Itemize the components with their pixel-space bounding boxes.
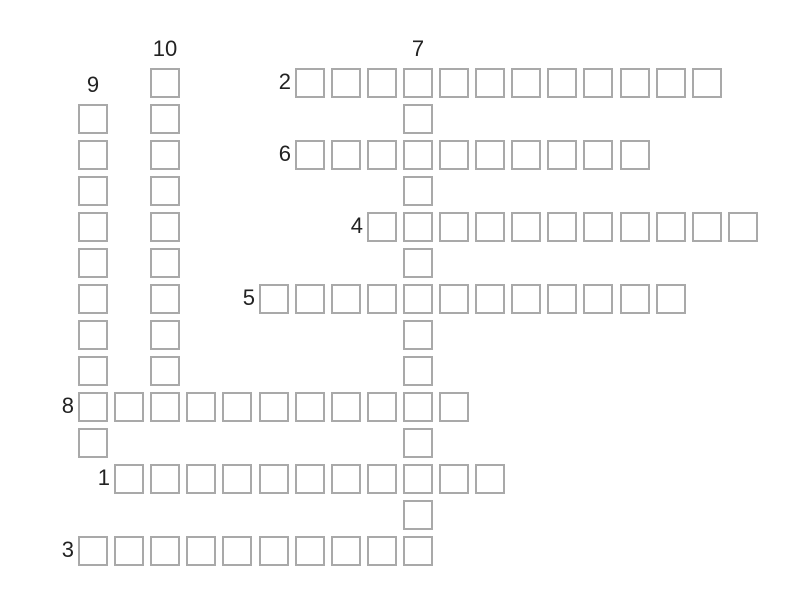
- crossword-cell[interactable]: [367, 392, 397, 422]
- crossword-cell[interactable]: [295, 392, 325, 422]
- clue-number-4: 4: [350, 213, 363, 238]
- crossword-cell[interactable]: [331, 140, 361, 170]
- crossword-cell[interactable]: [78, 104, 108, 134]
- crossword-cell[interactable]: [78, 320, 108, 350]
- crossword-cell[interactable]: [78, 140, 108, 170]
- crossword-cell[interactable]: [475, 464, 505, 494]
- crossword-cell[interactable]: [620, 284, 650, 314]
- crossword-cell[interactable]: [78, 176, 108, 206]
- crossword-cell[interactable]: [150, 212, 180, 242]
- crossword-cell[interactable]: [620, 212, 650, 242]
- crossword-cell[interactable]: [150, 464, 180, 494]
- crossword-cell[interactable]: [114, 464, 144, 494]
- clue-number-10: 10: [152, 36, 178, 61]
- clue-number-3: 3: [61, 537, 74, 562]
- crossword-cell[interactable]: [403, 248, 433, 278]
- crossword-cell[interactable]: [259, 284, 289, 314]
- clue-number-2: 2: [278, 69, 291, 94]
- crossword-cell[interactable]: [150, 68, 180, 98]
- crossword-cell[interactable]: [475, 140, 505, 170]
- crossword-cell[interactable]: [547, 68, 577, 98]
- clue-number-8: 8: [61, 393, 74, 418]
- crossword-cell[interactable]: [295, 464, 325, 494]
- crossword-cell[interactable]: [403, 212, 433, 242]
- crossword-cell[interactable]: [692, 212, 722, 242]
- crossword-cell[interactable]: [439, 284, 469, 314]
- crossword-cell[interactable]: [78, 356, 108, 386]
- crossword-cell[interactable]: [150, 356, 180, 386]
- crossword-cell[interactable]: [222, 536, 252, 566]
- crossword-cell[interactable]: [403, 356, 433, 386]
- crossword-cell[interactable]: [403, 428, 433, 458]
- crossword-cell[interactable]: [656, 212, 686, 242]
- crossword-cell[interactable]: [78, 248, 108, 278]
- crossword-cell[interactable]: [150, 392, 180, 422]
- crossword-cell[interactable]: [259, 392, 289, 422]
- clue-number-7: 7: [411, 36, 425, 61]
- crossword-cell[interactable]: [114, 536, 144, 566]
- crossword-cell[interactable]: [222, 464, 252, 494]
- crossword-cell[interactable]: [150, 320, 180, 350]
- crossword-cell[interactable]: [403, 464, 433, 494]
- crossword-cell[interactable]: [547, 212, 577, 242]
- crossword-cell[interactable]: [403, 320, 433, 350]
- crossword-cell[interactable]: [78, 536, 108, 566]
- crossword-cell[interactable]: [78, 428, 108, 458]
- crossword-cell[interactable]: [78, 284, 108, 314]
- crossword-cell[interactable]: [78, 392, 108, 422]
- crossword-cell[interactable]: [439, 392, 469, 422]
- crossword-cell[interactable]: [511, 68, 541, 98]
- crossword-cell[interactable]: [222, 392, 252, 422]
- crossword-cell[interactable]: [728, 212, 758, 242]
- crossword-cell[interactable]: [475, 284, 505, 314]
- crossword-cell[interactable]: [439, 68, 469, 98]
- crossword-cell[interactable]: [439, 140, 469, 170]
- crossword-cell[interactable]: [295, 68, 325, 98]
- crossword-cell[interactable]: [547, 140, 577, 170]
- crossword-cell[interactable]: [475, 212, 505, 242]
- crossword-cell[interactable]: [583, 284, 613, 314]
- crossword-cell[interactable]: [403, 284, 433, 314]
- crossword-cell[interactable]: [114, 392, 144, 422]
- crossword-cell[interactable]: [331, 68, 361, 98]
- crossword-cell[interactable]: [367, 284, 397, 314]
- crossword-cell[interactable]: [150, 284, 180, 314]
- crossword-cell[interactable]: [331, 536, 361, 566]
- crossword-cell[interactable]: [331, 464, 361, 494]
- crossword-cell[interactable]: [583, 68, 613, 98]
- crossword-cell[interactable]: [656, 68, 686, 98]
- crossword-cell[interactable]: [403, 392, 433, 422]
- crossword-cell[interactable]: [186, 536, 216, 566]
- crossword-cell[interactable]: [367, 536, 397, 566]
- crossword-cell[interactable]: [186, 464, 216, 494]
- clue-number-5: 5: [242, 285, 255, 310]
- crossword-cell[interactable]: [150, 176, 180, 206]
- crossword-cell[interactable]: [403, 104, 433, 134]
- crossword-cell[interactable]: [78, 212, 108, 242]
- crossword-cell[interactable]: [656, 284, 686, 314]
- crossword-cell[interactable]: [186, 392, 216, 422]
- crossword-cell[interactable]: [439, 464, 469, 494]
- clue-number-1: 1: [97, 465, 110, 490]
- crossword-cell[interactable]: [583, 212, 613, 242]
- crossword-cell[interactable]: [367, 140, 397, 170]
- crossword-cell[interactable]: [367, 212, 397, 242]
- crossword-cell[interactable]: [367, 464, 397, 494]
- crossword-cell[interactable]: [511, 284, 541, 314]
- crossword-cell[interactable]: [259, 536, 289, 566]
- crossword-cell[interactable]: [295, 140, 325, 170]
- crossword-cell[interactable]: [403, 140, 433, 170]
- crossword-cell[interactable]: [331, 284, 361, 314]
- crossword-cell[interactable]: [547, 284, 577, 314]
- clue-number-6: 6: [278, 141, 291, 166]
- crossword-cell[interactable]: [475, 68, 505, 98]
- clue-number-9: 9: [86, 72, 100, 97]
- crossword-cell[interactable]: [367, 68, 397, 98]
- crossword-cell[interactable]: [403, 176, 433, 206]
- crossword-cell[interactable]: [511, 212, 541, 242]
- crossword-cell[interactable]: [150, 536, 180, 566]
- crossword-cell[interactable]: [692, 68, 722, 98]
- crossword-cell[interactable]: [150, 140, 180, 170]
- crossword-cell[interactable]: [150, 104, 180, 134]
- crossword-cell[interactable]: [620, 140, 650, 170]
- crossword-cell[interactable]: [403, 500, 433, 530]
- crossword-cell[interactable]: [511, 140, 541, 170]
- crossword-cell[interactable]: [620, 68, 650, 98]
- crossword-cell[interactable]: [150, 248, 180, 278]
- crossword-cell[interactable]: [403, 536, 433, 566]
- crossword-cell[interactable]: [439, 212, 469, 242]
- crossword-cell[interactable]: [583, 140, 613, 170]
- crossword-cell[interactable]: [295, 536, 325, 566]
- crossword-cell[interactable]: [295, 284, 325, 314]
- crossword-cell[interactable]: [259, 464, 289, 494]
- crossword-cell[interactable]: [403, 68, 433, 98]
- crossword-cell[interactable]: [331, 392, 361, 422]
